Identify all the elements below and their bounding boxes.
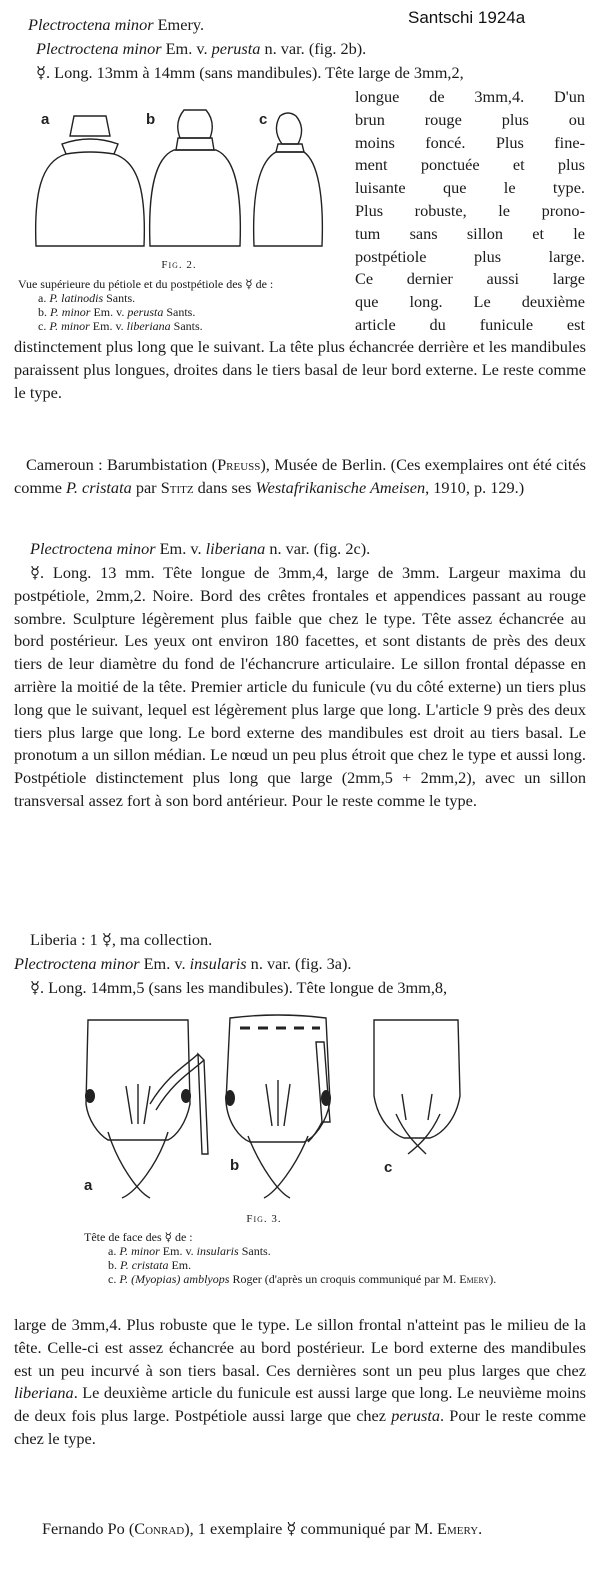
fig3-legend-item: a. P. minor Em. v. insularis Sants. xyxy=(108,1244,271,1258)
liberiana-description: ☿. Long. 13 mm. Tête longue de 3mm,4, large de 3mm. Largeur maxima du postpétiole, 2mm,2. Noire. Bord des crêtes frontales et appendices passant au rouge sombre. Sculpture légèrement plus faible que chez le type. Tête assez échancrée au bord postérieur. Les yeux ont environ 180 facettes, et sont distants de près des deux tiers de leur diamètre du fond de l'échancrure articulaire. Le sillon frontal dépasse en arrière la moitié de la tête. Premier article du funicule (vu du côté externe) un tiers plus long que le suivant, lequel est légèrement plus large que long. L'article 9 près des deux tiers plus large que long. Le bord externe des mandibules est droit au tiers basal. Le pronotum a un sillon médian. Le nœud un peu plus étroit que chez le type et aussi long. Postpétiole distinctement plus long que large (2mm,5 + 2mm,2), avec un sillon transversal assez fort à son bord antérieur. Pour le reste comme le type. xyxy=(14,563,586,810)
variety-heading-liberiana: Plectroctena minor Em. v. liberiana n. var. (fig. 2c). xyxy=(30,539,371,558)
fig3-label-c: c xyxy=(384,1159,393,1176)
fig2-legend-item: a. P. latinodis Sants. xyxy=(38,291,136,305)
perusta-description: distinctement plus long que le suivant. La tête plus échancrée derrière et les mandibules paraissent plus longues, droites dans le tiers basal de leur bord externe. Le reste comme le type. xyxy=(14,337,586,402)
liberia-record: Liberia : 1 ☿, ma collection. xyxy=(30,930,213,949)
variety-name: perusta xyxy=(211,39,261,58)
figure-2-drawing xyxy=(14,96,354,256)
fig2-label-c: c xyxy=(259,111,268,128)
variety-mid: Em. v. xyxy=(161,39,212,58)
fig3-label-b: b xyxy=(230,1157,240,1174)
species-name: Plectroctena minor xyxy=(28,15,154,34)
fig3-head-b xyxy=(225,1015,331,1198)
insularis-first-line: ☿. Long. 14mm,5 (sans les mandibules). Tête longue de 3mm,8, xyxy=(30,978,448,997)
variety-heading-insularis: Plectroctena minor Em. v. insularis n. var. (fig. 3a). xyxy=(14,954,352,973)
fig3-head-c xyxy=(374,1020,460,1176)
cameroun-record: Cameroun : Barumbistation (Preuss), Musée de Berlin. (Ces exemplaires ont été cités comme P. cristata par Stitz dans ses Westafrikanische Ameisen, 1910, p. 129.) xyxy=(14,455,586,497)
perusta-first-line: ☿. Long. 13mm à 14mm (sans mandibules). Tête large de 3mm,2, xyxy=(36,63,464,82)
section-header xyxy=(28,14,408,37)
fig3-legend-item: b. P. cristata Em. xyxy=(108,1258,192,1272)
variety-species: Plectroctena minor xyxy=(36,39,162,58)
figure-2-legend xyxy=(14,258,344,333)
insularis-description: large de 3mm,4. Plus robuste que le type. Le sillon frontal n'atteint pas le milieu de la tête. Celle-ci est assez échancrée au bord postérieur. Le bord externe des mandibules est un peu incurvé à son tiers basal. Ces dernières sont un peu plus larges que chez liberiana. Le deuxième article du funicule est aussi large que long. Le neuvième moins de deux fois plus large. Postpétiole aussi large que chez perusta. Pour le reste comme chez le type. xyxy=(14,1315,587,1448)
figure-3-drawing xyxy=(78,1014,578,1214)
fig3-caption: Fig. 3. xyxy=(246,1213,282,1225)
variety-heading-perusta xyxy=(36,38,576,61)
fig3-legend-item: c. P. (Myopias) amblyops Roger (d'après un croquis communiqué par M. Emery). xyxy=(108,1272,497,1286)
fig2-legend-item: c. P. minor Em. v. liberiana Sants. xyxy=(38,319,203,333)
fernando-po-record: Fernando Po (Conrad), 1 exemplaire ☿ communiqué par M. Emery. xyxy=(42,1519,483,1538)
fig2-petiole-a xyxy=(36,116,145,246)
species-author: Emery. xyxy=(153,15,205,34)
variety-end: n. var. (fig. 2b). xyxy=(260,39,367,58)
fig3-legend-title: Tête de face des ☿ de : xyxy=(84,1230,193,1244)
citation-tag: Santschi 1924a xyxy=(408,8,526,27)
fig3-label-a: a xyxy=(84,1177,93,1194)
perusta-wrap-column: longue de 3mm,4. D'un brun rouge plus ou moins foncé. Plus fine- ment ponctuée et plus luisante que le type. Plus robuste, le prono- tum sans sillon et le postpétiole plus large. Ce dernier aussi large que long. Le deuxième article du funicule est xyxy=(355,87,585,334)
fig2-petiole-c xyxy=(254,113,323,246)
fig2-petiole-b xyxy=(150,110,241,246)
fig2-label-a: a xyxy=(41,111,50,128)
fig2-caption: Fig. 2. xyxy=(161,259,197,271)
fig3-head-a xyxy=(84,1020,208,1198)
fig2-legend-item: b. P. minor Em. v. perusta Sants. xyxy=(38,305,196,319)
fig2-label-b: b xyxy=(146,111,156,128)
fig2-legend-title: Vue supérieure du pétiole et du postpétiole des ☿ de : xyxy=(18,277,274,291)
figure-3-legend xyxy=(84,1212,524,1286)
